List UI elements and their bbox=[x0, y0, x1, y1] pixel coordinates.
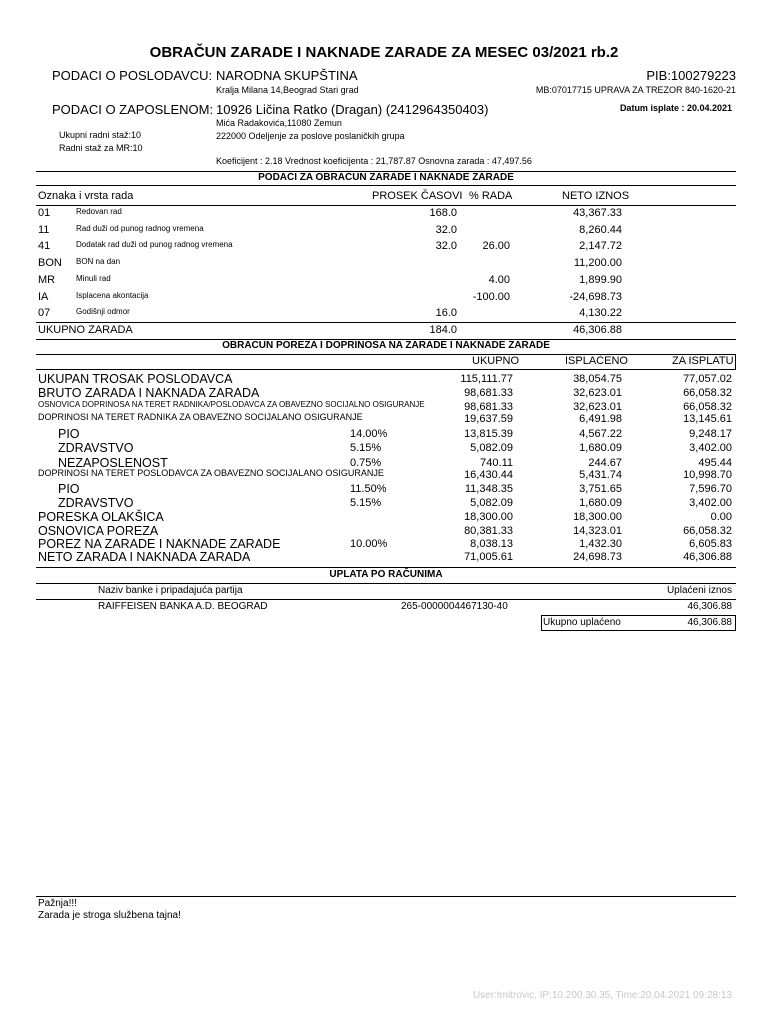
tax-row-paid: 3,751.65 bbox=[579, 483, 622, 495]
coefficients: Koeficijent : 2.18 Vrednost koeficijenta : 21,787.87 Osnovna zarada : 47,497.56 bbox=[216, 156, 532, 166]
tax-header-total: UKUPNO bbox=[472, 355, 520, 367]
tax-row-label: PIO bbox=[58, 482, 80, 496]
tax-row-label: PIO bbox=[58, 427, 80, 441]
divider bbox=[36, 185, 736, 186]
earnings-percent: -100.00 bbox=[472, 291, 510, 303]
earnings-net: -24,698.73 bbox=[569, 291, 622, 303]
employee-name: 10926 Ličina Ratko (Dragan) (2412964350403) bbox=[216, 102, 489, 117]
divider bbox=[735, 355, 736, 369]
earnings-description: Isplacena akontacija bbox=[76, 291, 149, 300]
earnings-total-net: 46,306.88 bbox=[573, 324, 622, 336]
payments-header-amount: Uplaćeni iznos bbox=[666, 585, 732, 596]
tax-row-payout: 7,596.70 bbox=[689, 483, 732, 495]
earnings-description: Minuli rad bbox=[76, 274, 111, 283]
divider bbox=[735, 615, 736, 630]
earnings-hours: 16.0 bbox=[435, 307, 457, 319]
earnings-code: 11 bbox=[38, 224, 50, 236]
tax-row-total: 5,082.09 bbox=[470, 497, 513, 509]
earnings-description: Godišnji odmor bbox=[76, 307, 130, 316]
divider bbox=[36, 599, 736, 600]
tax-row-payout: 66,058.32 bbox=[683, 525, 732, 537]
tax-row-total: 19,637.59 bbox=[464, 413, 513, 425]
tax-row-total: 13,815.39 bbox=[464, 428, 513, 440]
tax-row-rate: 5.15% bbox=[350, 497, 382, 509]
tax-row-label: OSNOVICA POREZA bbox=[38, 524, 159, 538]
employer-label: PODACI O POSLODAVCU: bbox=[52, 68, 213, 83]
earnings-net: 1,899.90 bbox=[579, 274, 622, 286]
tax-row-label: DOPRINOSI NA TERET POSLODAVCA ZA OBAVEZNO SOCIJALANO OSIGURANJE bbox=[38, 468, 384, 478]
employee-department: 222000 Odeljenje za poslove poslaničkih grupa bbox=[216, 131, 405, 141]
payment-account: 265-0000004467130-40 bbox=[401, 601, 508, 612]
tax-row-payout: 10,998.70 bbox=[683, 469, 732, 481]
tax-row-total: 71,005.61 bbox=[464, 551, 513, 563]
tax-row-label: UKUPAN TROSAK POSLODAVCA bbox=[38, 372, 233, 386]
tax-section-title: OBRACUN POREZA I DOPRINOSA NA ZARADE I NAKNADE ZARADE bbox=[222, 340, 550, 351]
footer-user-info: User:tmitrovic, IP:10.200.30.35, Time:20.04.2021 09:28:13 bbox=[472, 990, 732, 1001]
tax-row-total: 740.11 bbox=[480, 457, 513, 469]
tax-row-total: 5,082.09 bbox=[470, 442, 513, 454]
divider bbox=[541, 615, 736, 616]
earnings-code: IA bbox=[38, 291, 49, 303]
payments-total-amount: 46,306.88 bbox=[687, 617, 732, 628]
tax-row-paid: 1,680.09 bbox=[579, 497, 622, 509]
employer-name: NARODNA SKUPŠTINA bbox=[216, 68, 358, 83]
tax-row-total: 16,430.44 bbox=[464, 469, 513, 481]
employee-label: PODACI O ZAPOSLENOM: bbox=[52, 102, 214, 117]
notice-line1: Pažnja!!! bbox=[38, 898, 77, 909]
notice-line2: Zarada je stroga službena tajna! bbox=[38, 910, 181, 921]
employer-pib: PIB:100279223 bbox=[646, 68, 736, 83]
divider bbox=[36, 322, 736, 323]
tax-row-paid: 4,567.22 bbox=[579, 428, 622, 440]
earnings-code: 01 bbox=[38, 207, 51, 219]
tax-row-label: OSNOVICA DOPRINOSA NA TERET RADNIKA/POSLODAVCA ZA OBAVEZNO SOCIJALNO OSIGURANJE bbox=[38, 400, 425, 409]
tax-row-payout: 46,306.88 bbox=[683, 551, 732, 563]
tax-row-paid: 32,623.01 bbox=[573, 401, 622, 413]
earnings-percent: 4.00 bbox=[488, 274, 510, 286]
tax-row-total: 11,348.35 bbox=[464, 483, 513, 495]
earnings-code: MR bbox=[38, 274, 56, 286]
payments-section-title: UPLATA PO RAČUNIMA bbox=[329, 569, 443, 580]
tax-row-payout: 0.00 bbox=[710, 511, 732, 523]
payment-bank: RAIFFEISEN BANKA A.D. BEOGRAD bbox=[98, 601, 268, 612]
divider bbox=[36, 567, 736, 568]
tax-row-rate: 14.00% bbox=[350, 428, 388, 440]
tax-row-paid: 14,323.01 bbox=[573, 525, 622, 537]
tax-row-payout: 77,057.02 bbox=[683, 373, 732, 385]
tax-row-paid: 5,431.74 bbox=[579, 469, 622, 481]
earnings-header-net: NETO IZNOS bbox=[562, 190, 630, 202]
tax-header-payout: ZA ISPLATU bbox=[672, 355, 734, 367]
tax-header-paid: ISPLAĆENO bbox=[565, 355, 628, 367]
earnings-section-title: PODACI ZA OBRAČUN ZARADE I NAKNADE ZARADE bbox=[258, 172, 514, 183]
earnings-net: 43,367.33 bbox=[573, 207, 622, 219]
tax-row-total: 98,681.33 bbox=[464, 387, 513, 399]
tax-row-payout: 9,248.17 bbox=[689, 428, 732, 440]
tax-row-payout: 3,402.00 bbox=[689, 442, 732, 454]
earnings-header-percent: % RADA bbox=[469, 190, 513, 202]
divider bbox=[36, 896, 736, 897]
tax-row-label: DOPRINOSI NA TERET RADNIKA ZA OBAVEZNO SOCIJALANO OSIGURANJE bbox=[38, 412, 363, 422]
divider bbox=[36, 583, 736, 584]
tax-row-total: 80,381.33 bbox=[464, 525, 513, 537]
earnings-hours: 168.0 bbox=[429, 207, 457, 219]
tax-row-rate: 5.15% bbox=[350, 442, 382, 454]
tax-row-payout: 3,402.00 bbox=[689, 497, 732, 509]
earnings-description: BON na dan bbox=[76, 257, 121, 266]
earnings-net: 2,147.72 bbox=[579, 240, 622, 252]
tax-row-label: ZDRAVSTVO bbox=[58, 441, 134, 455]
tax-row-payout: 66,058.32 bbox=[683, 387, 732, 399]
divider bbox=[36, 354, 736, 355]
tax-row-label: PORESKA OLAKŠICA bbox=[38, 510, 164, 524]
payments-total-label: Ukupno uplaćeno bbox=[543, 617, 621, 628]
tax-row-label: ZDRAVSTVO bbox=[58, 496, 134, 510]
earnings-percent: 26.00 bbox=[482, 240, 510, 252]
divider bbox=[541, 630, 736, 631]
document-title: OBRAČUN ZARADE I NAKNADE ZARADE ZA MESEC 03/2021 rb.2 bbox=[149, 44, 619, 61]
employee-address: Mića Radakovića,11080 Zemun bbox=[216, 118, 342, 128]
earnings-hours: 32.0 bbox=[435, 240, 457, 252]
tax-row-total: 98,681.33 bbox=[464, 401, 513, 413]
tax-row-rate: 0.75% bbox=[350, 457, 382, 469]
earnings-description: Redovan rad bbox=[76, 207, 122, 216]
tax-row-total: 8,038.13 bbox=[470, 538, 513, 550]
earnings-hours: 32.0 bbox=[435, 224, 457, 236]
tax-row-rate: 11.50% bbox=[350, 483, 387, 495]
tax-row-payout: 13,145.61 bbox=[683, 413, 732, 425]
tax-row-paid: 18,300.00 bbox=[573, 511, 622, 523]
payments-header-bank: Naziv banke i pripadajuća partija bbox=[98, 585, 243, 596]
tax-row-payout: 6,605.83 bbox=[689, 538, 732, 550]
tax-row-total: 18,300.00 bbox=[464, 511, 513, 523]
earnings-net: 8,260.44 bbox=[579, 224, 622, 236]
tax-row-payout: 495.44 bbox=[698, 457, 732, 469]
tax-row-paid: 244.67 bbox=[588, 457, 622, 469]
tax-row-label: NEZAPOSLENOST bbox=[58, 456, 168, 470]
tax-row-rate: 10.00% bbox=[350, 538, 388, 550]
earnings-description: Dodatak rad duži od punog radnog vremena bbox=[76, 240, 233, 249]
earnings-description: Rad duži od punog radnog vremena bbox=[76, 224, 204, 233]
employer-mb: MB:07017715 UPRAVA ZA TREZOR 840-1620-21 bbox=[535, 85, 736, 95]
divider bbox=[36, 369, 736, 370]
earnings-code: 07 bbox=[38, 307, 51, 319]
earnings-net: 11,200.00 bbox=[573, 257, 622, 269]
tax-row-paid: 1,432.30 bbox=[579, 538, 622, 550]
earnings-header-hours: PROSEK ČASOVI bbox=[372, 190, 463, 202]
tax-row-label: NETO ZARADA I NAKNADA ZARADA bbox=[38, 550, 251, 564]
divider bbox=[36, 205, 736, 206]
divider bbox=[541, 615, 542, 630]
employer-address: Kralja Milana 14,Beograd Stari grad bbox=[216, 85, 359, 95]
tax-row-label: BRUTO ZARADA I NAKNADA ZARADA bbox=[38, 386, 260, 400]
earnings-net: 4,130.22 bbox=[579, 307, 622, 319]
earnings-code: 41 bbox=[38, 240, 51, 252]
tax-row-paid: 6,491.98 bbox=[579, 413, 622, 425]
tax-row-payout: 66,058.32 bbox=[683, 401, 732, 413]
tax-row-paid: 1,680.09 bbox=[579, 442, 622, 454]
total-service: Ukupni radni staž:10 bbox=[59, 130, 142, 140]
tax-row-paid: 38,054.75 bbox=[573, 373, 622, 385]
earnings-total-hours: 184.0 bbox=[429, 324, 457, 336]
earnings-header-type: Oznaka i vrsta rada bbox=[38, 190, 134, 202]
payment-amount: 46,306.88 bbox=[687, 601, 732, 612]
earnings-total-label: UKUPNO ZARADA bbox=[38, 324, 133, 336]
tax-row-paid: 24,698.73 bbox=[573, 551, 622, 563]
tax-row-total: 115,111.77 bbox=[460, 373, 513, 385]
tax-row-label: POREZ NA ZARADE I NAKNADE ZARADE bbox=[38, 537, 281, 551]
earnings-code: BON bbox=[38, 257, 62, 269]
tax-row-paid: 32,623.01 bbox=[573, 387, 622, 399]
payment-date: Datum isplate : 20.04.2021 bbox=[619, 103, 732, 113]
service-mr: Radni staž za MR:10 bbox=[59, 143, 143, 153]
